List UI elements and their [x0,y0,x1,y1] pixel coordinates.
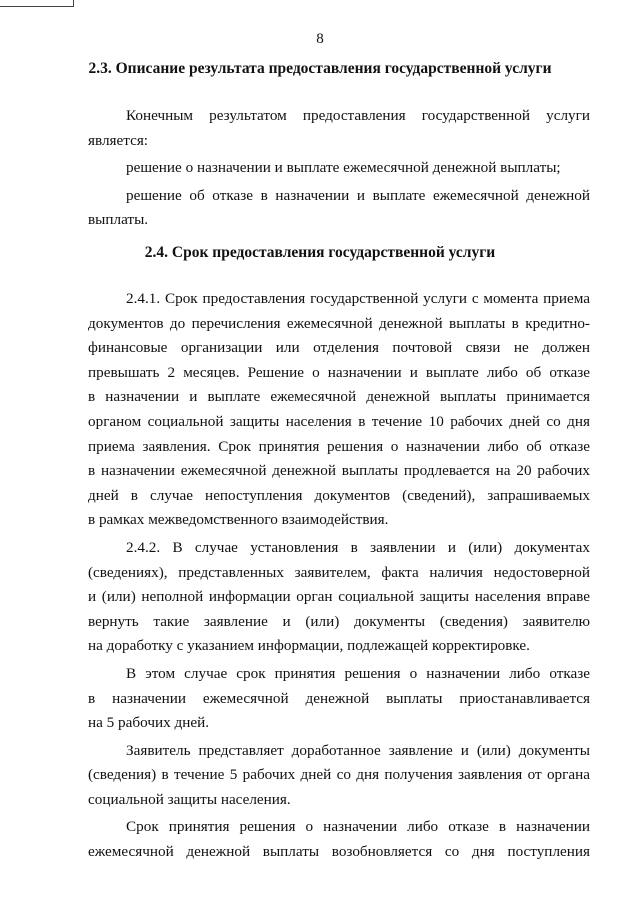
body-line: в назначении и выплате ежемесячной денежной выплаты принимается [88,388,590,406]
body-line: в назначении ежемесячной денежной выплаты приостанавливается [88,689,590,707]
body-line: Срок принятия решения о назначении либо отказе в назначении [126,818,590,836]
body-line: превышать 2 месяцев. Решение о назначении и выплате либо об отказе [88,363,590,381]
section-body-2-3 [88,104,590,233]
body-line: в назначении ежемесячной денежной выплаты продлевается на 20 рабочих [88,462,590,480]
body-line: Конечным результатом предоставления государственной услуги [126,107,590,124]
section-heading-2-4: 2.4. Срок предоставления государственной услуги [144,244,496,261]
body-line: на 5 рабочих дней. [88,714,209,732]
body-line: Заявитель представляет доработанное заявление и (или) документы [126,741,590,759]
body-line: выплаты. [88,211,149,229]
body-line: ежемесячной денежной выплаты возобновляется со дня поступления [88,843,590,861]
body-line: и (или) неполной информации орган социальной защиты населения вправе [88,588,590,606]
body-line: является: [88,131,149,149]
body-line: социальной защиты населения. [88,790,291,808]
body-line: дней в случае непоступления документов (сведений), запрашиваемых [88,486,590,504]
body-line: 2.4.1. Срок предоставления государственной услуги с момента приема [126,290,590,307]
body-line: решение об отказе в назначении и выплате ежемесячной денежной [126,186,590,204]
body-line: (сведения) в течение 5 рабочих дней со дня получения заявления от органа [88,766,590,784]
body-line: в рамках межведомственного взаимодействия. [88,511,389,529]
page-number: 8 [316,31,324,47]
body-line: решение о назначении и выплате ежемесячной денежной выплаты; [126,159,561,177]
body-line: на доработку с указанием информации, подлежащей корректировке. [88,637,530,655]
section-heading-2-3: 2.3. Описание результата предоставления государственной услуги [88,60,552,77]
section-body-2-4 [88,287,590,865]
body-line: финансовые организации или отделения почтовой связи не должен [88,339,590,357]
body-line: документов до перечисления ежемесячной денежной выплаты в кредитно- [88,314,590,332]
body-line: 2.4.2. В случае установления в заявлении и (или) документах [126,538,590,556]
body-line: органом социальной защиты населения в течение 10 рабочих дней со дня [88,412,590,430]
body-line: приема заявления. Срок принятия решения о назначении либо об отказе [88,437,590,455]
body-line: вернуть такие заявление и (или) документы (сведения) заявителю [88,612,590,630]
body-line: В этом случае срок принятия решения о назначении либо отказе [126,664,590,682]
corner-crop-mark [0,0,74,7]
body-line: (сведениях), представленных заявителем, факта наличия недостоверной [88,563,590,581]
